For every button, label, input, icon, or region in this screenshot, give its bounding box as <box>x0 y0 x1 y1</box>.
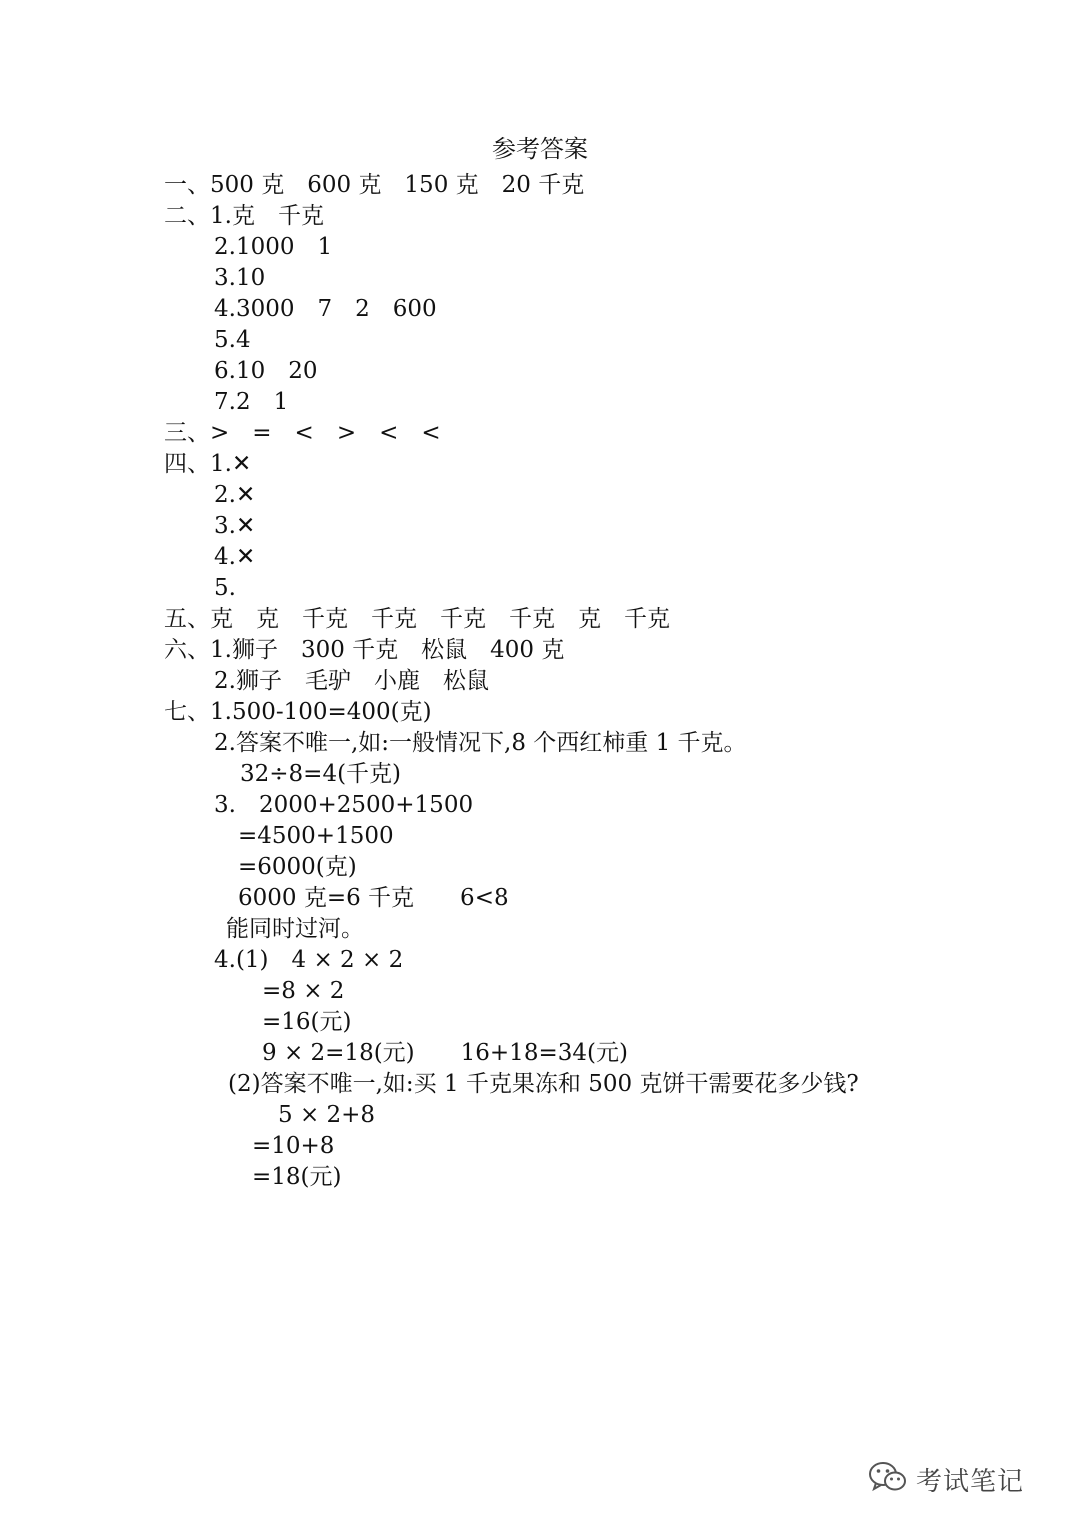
answer-line: =18(元) <box>252 1164 342 1190</box>
answer-line: =6000(克) <box>238 854 357 880</box>
answer-line: 2.狮子 毛驴 小鹿 松鼠 <box>214 668 489 694</box>
answer-line: 2.1000 1 <box>214 234 333 260</box>
answer-line: =16(元) <box>262 1009 352 1035</box>
answer-line: =4500+1500 <box>238 823 394 849</box>
answer-line: 2.✕ <box>214 482 256 508</box>
answer-line: 5. <box>214 575 236 601</box>
answer-line: 四、1.✕ <box>164 451 252 477</box>
answer-line: 7.2 1 <box>214 389 289 415</box>
answer-line: 5 × 2+8 <box>278 1102 376 1128</box>
answer-line: 9 × 2=18(元) 16+18=34(元) <box>262 1040 628 1066</box>
watermark <box>868 1456 1024 1502</box>
watermark-text: 考试笔记 <box>916 1466 1025 1497</box>
answer-line: 3.10 <box>214 265 266 291</box>
answer-line: 4.3000 7 2 600 <box>214 296 437 322</box>
answer-line: 2.答案不唯一,如:一般情况下,8 个西红柿重 1 千克。 <box>214 730 747 756</box>
answer-line: 6000 克=6 千克 6<8 <box>238 885 509 911</box>
answer-line: 4.(1) 4 × 2 × 2 <box>214 947 404 973</box>
answer-line: 七、1.500-100=400(克) <box>164 699 432 725</box>
answer-line: 一、500 克 600 克 150 克 20 千克 <box>164 172 585 198</box>
answer-line: 4.✕ <box>214 544 256 570</box>
page-title: 参考答案 <box>492 135 588 163</box>
answer-line: 三、> = < > < < <box>164 420 441 446</box>
answer-line: 6.10 20 <box>214 358 318 384</box>
answer-line: 3. 2000+2500+1500 <box>214 792 474 818</box>
answer-line: 能同时过河。 <box>226 916 364 942</box>
answer-line: 32÷8=4(千克) <box>240 761 402 787</box>
answer-line: =10+8 <box>252 1133 335 1159</box>
answer-line: 5.4 <box>214 327 251 353</box>
answer-line: 3.✕ <box>214 513 256 539</box>
answer-line: 五、克 克 千克 千克 千克 千克 克 千克 <box>164 606 670 632</box>
answer-line: (2)答案不唯一,如:买 1 千克果冻和 500 克饼干需要花多少钱? <box>228 1071 859 1097</box>
answer-line: =8 × 2 <box>262 978 345 1004</box>
answer-line: 六、1.狮子 300 千克 松鼠 400 克 <box>164 637 565 663</box>
wechat-icon <box>868 1460 908 1498</box>
answer-line: 二、1.克 千克 <box>164 203 324 229</box>
